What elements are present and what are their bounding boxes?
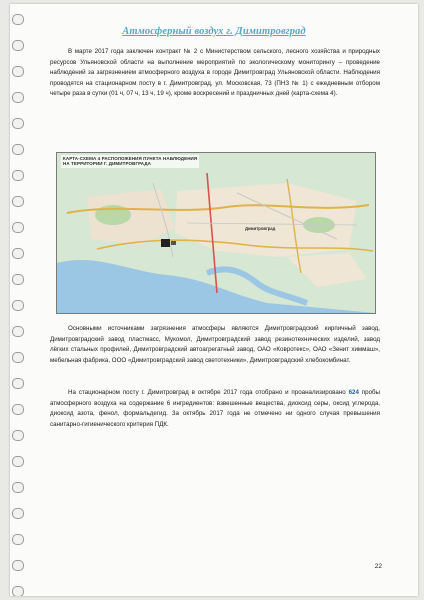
binder-rings (10, 4, 24, 596)
page-number: 22 (374, 563, 382, 570)
binder-ring (12, 144, 24, 155)
binder-ring (12, 274, 24, 285)
binder-ring (12, 66, 24, 77)
binder-ring (12, 456, 24, 467)
binder-ring (12, 196, 24, 207)
binder-ring (12, 482, 24, 493)
binder-ring (12, 560, 24, 571)
map-city-label: Димитровград (245, 226, 276, 231)
binder-ring (12, 378, 24, 389)
page-title: Атмосферный воздух г. Димитровград (122, 26, 306, 37)
binder-ring (12, 14, 24, 25)
binder-ring (12, 430, 24, 441)
intro-paragraph: В марте 2017 года заключен контракт № 2 с Министерством сельского, лесного хозяйства и природных ресурсов Ульяновской области на выполнение мероприятий по экологическому мониторингу – проведение наблюдений за загрязнением атмосферного воздуха в городе Димитровград Ульяновской области. Наблюдения проводятся на стационарном посту в г. Димитровград, ул. Московская, 73 (ПНЗ № 1) с ежедневным отбором четыре раза в сутки (01 ч, 07 ч, 13 ч, 19 ч), кроме воскресений и праздничных дней (карта-схема 4). (50, 48, 380, 97)
binder-ring (12, 118, 24, 129)
pollution-sources-paragraph: Основными источниками загрязнения атмосферы являются Димитровградский кирпичный завод, Димитровградский завод пластмасс, Мукомол, Димитровградский завод резинотехнических изделий, завод лёгких стальных профилей, Димитровградский автоагрегатный завод, ОАО «Ковротекс», ОАО «Зенит химмаш», мебельная фабрика, ООО «Димитровградский завод светотехники», Димитровградский хлебокомбинат. (50, 325, 380, 364)
map-caption: КАРТА-СХЕМА 4 РАСПОЛОЖЕНИЯ ПУНКТА НАБЛЮДЕНИЯ НА ТЕРРИТОРИИ Г. ДИМИТРОВГРАДА (63, 156, 198, 167)
binder-ring (12, 326, 24, 337)
binder-ring (12, 508, 24, 519)
binder-ring (12, 222, 24, 233)
map-scheme-4 (56, 152, 376, 314)
binder-ring (12, 534, 24, 545)
binder-ring (12, 352, 24, 363)
map-image (57, 153, 375, 313)
samples-count: 624 (348, 389, 359, 396)
monitoring-results-paragraph: На стационарном посту г. Димитровград в октябре 2017 года отобрано и проанализировано 624 пробы атмосферного воздуха на содержание 6 ингредиентов: взвешенные вещества, диоксид серы, оксид углерода, диоксид азота, фенол, формальдегид. За октябрь 2017 года не отмечено ни одного случая превышения санитарно-гигиенического критерия ПДК. (50, 389, 380, 428)
document-page (10, 4, 418, 596)
binder-ring (12, 300, 24, 311)
binder-ring (12, 248, 24, 259)
binder-ring (12, 404, 24, 415)
binder-ring (12, 92, 24, 103)
binder-ring (12, 170, 24, 181)
binder-ring (12, 586, 24, 596)
binder-ring (12, 40, 24, 51)
